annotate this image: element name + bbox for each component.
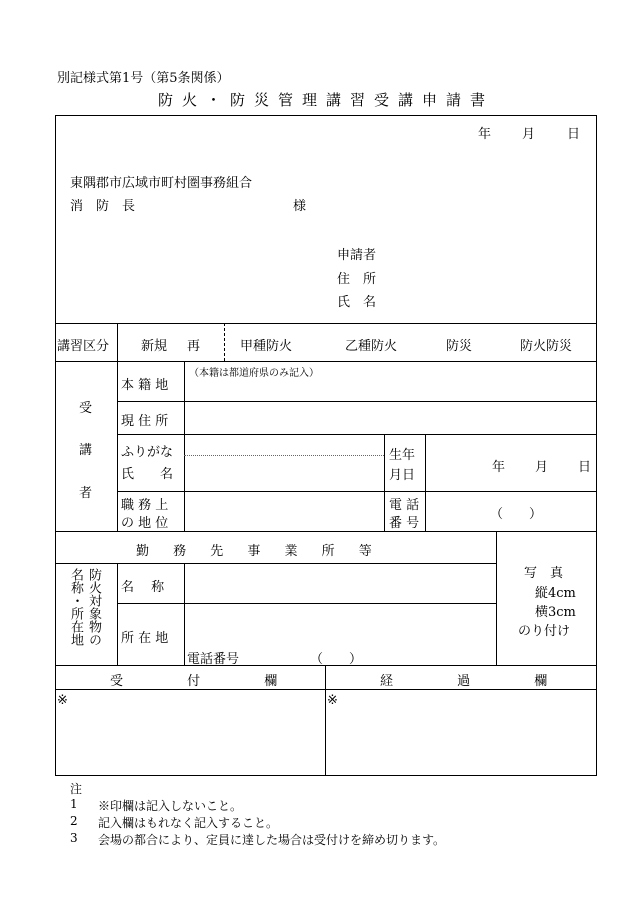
duty-label-2: の 地 位	[121, 516, 169, 531]
workplace-name-label: 名 称	[121, 580, 165, 595]
phone-label-2: 番 号	[389, 516, 420, 531]
photo-line-4: のり付け	[518, 624, 571, 639]
domicile-note: （本籍は都道府県のみ記入）	[189, 368, 319, 379]
course-label: 講習区分	[57, 339, 110, 354]
form-number: 別記様式第1号（第5条関係）	[57, 71, 230, 86]
course-type-b[interactable]: 乙種防火	[345, 339, 398, 354]
workplace-header: 勤 務 先 事 業 所 等	[136, 544, 382, 559]
note-3-text: 会場の都合により、定員に達した場合は受付けを締め切ります。	[98, 833, 446, 847]
workplace-phone-label: 電話番号	[187, 652, 240, 667]
phone-label-1: 電 話	[389, 498, 420, 513]
note-2-num: 2	[70, 814, 78, 828]
photo-line-2: 縦4cm	[535, 586, 576, 601]
date-year: 年	[478, 127, 492, 142]
photo-line-3: 横3cm	[535, 605, 576, 620]
domicile-label: 本 籍 地	[121, 378, 169, 393]
workplace-side-label-2: 名称・所在地	[68, 568, 83, 646]
name-label: 氏 名	[121, 467, 174, 482]
note-2-text: 記入欄はもれなく記入すること。	[98, 816, 279, 830]
course-type-a[interactable]: 甲種防火	[240, 339, 293, 354]
progress-label: 経 過 欄	[380, 674, 558, 689]
progress-mark: ※	[327, 693, 338, 708]
reception-mark: ※	[57, 693, 68, 708]
addressee-organization: 東隅郡市広域市町村圏事務組合	[70, 176, 253, 191]
note-1-num: 1	[70, 797, 78, 811]
applicant-name-label: 氏 名	[337, 295, 377, 310]
note-1-text: ※印欄は記入しないこと。	[98, 799, 243, 813]
birth-label-1: 生年	[389, 448, 416, 463]
addressee-honorific: 様	[293, 199, 307, 214]
course-new[interactable]: 新規	[141, 339, 168, 354]
notes-heading: 注	[70, 782, 83, 796]
workplace-side-label-1: 防火対象物の	[86, 568, 101, 646]
birth-day: 日	[578, 460, 592, 475]
date-day: 日	[567, 127, 581, 142]
attendee-label-1: 受	[79, 401, 93, 416]
addressee-position: 消 防 長	[70, 199, 136, 214]
course-fire-disaster[interactable]: 防火防災	[520, 339, 573, 354]
reception-label: 受 付 欄	[110, 674, 288, 689]
birth-year: 年	[492, 460, 506, 475]
attendee-phone-parens: （ ）	[490, 507, 543, 522]
workplace-phone-parens: （ ）	[310, 652, 363, 667]
note-3-num: 3	[70, 831, 78, 845]
birth-month: 月	[535, 460, 549, 475]
course-disaster[interactable]: 防災	[446, 339, 473, 354]
course-re[interactable]: 再	[187, 339, 201, 354]
duty-label-1: 職 務 上	[121, 498, 169, 513]
attendee-label-2: 講	[79, 443, 93, 458]
birth-label-2: 月日	[389, 468, 416, 483]
current-address-label: 現 住 所	[121, 414, 169, 429]
furigana-label: ふりがな	[121, 445, 174, 460]
date-month: 月	[522, 127, 536, 142]
applicant-label: 申請者	[337, 248, 377, 263]
photo-line-1: 写 真	[524, 566, 564, 581]
applicant-address-label: 住 所	[337, 272, 377, 287]
workplace-location-label: 所 在 地	[121, 631, 169, 646]
form-title: 防火・防災管理講習受講申請書	[158, 91, 495, 109]
attendee-label-3: 者	[79, 486, 93, 501]
